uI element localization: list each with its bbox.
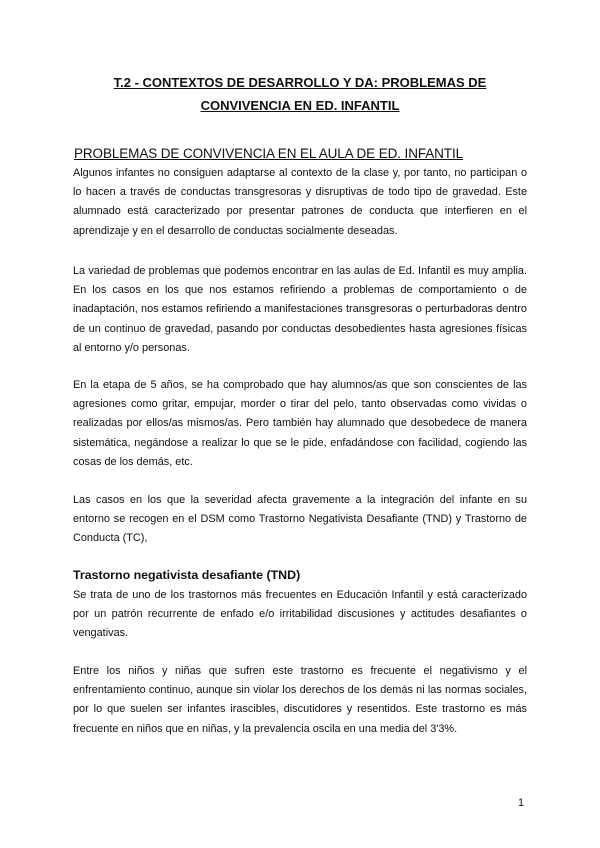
paragraph: Algunos infantes no consiguen adaptarse al contexto de la clase y, por tanto, no participan o lo hacen a través de conductas transgresoras y disruptivas de todo tipo de gravedad. Este alumnado está caracterizado por presentar patrones de conducta que interfieren en el aprendizaje y en el desarrollo de conductas socialmente deseadas.	[73, 167, 527, 237]
paragraph: Entre los niños y niñas que sufren este trastorno es frecuente el negativismo y el enfrentamiento continuo, aunque sin violar los derechos de los demás ni las normas sociales, por lo que suelen ser infantes irascibles, discutidores y resentidos. Este trastorno es más frecuente en niños que en niñas, y la prevalencia oscila en una media del 3'3%.	[73, 665, 527, 735]
section-heading: PROBLEMAS DE CONVIVENCIA EN EL AULA DE ED. INFANTIL	[74, 146, 464, 161]
paragraph: Se trata de uno de los trastornos más frecuentes en Educación Infantil y está caracterizado por un patrón recurrente de enfado e/o irritabilidad discusiones y actitudes desafiantes o vengativas.	[73, 589, 527, 640]
page-number: 1	[518, 797, 525, 809]
paragraph: Las casos en los que la severidad afecta gravemente a la integración del infante en su entorno se recogen en el DSM como Trastorno Negativista Desafiante (TND) y Trastorno de Conducta (TC),	[73, 494, 527, 545]
title-line-1: T.2 - CONTEXTOS DE DESARROLLO Y DA: PROBLEMAS DE	[113, 75, 487, 90]
document-title	[60, 71, 540, 117]
paragraph: En la etapa de 5 años, se ha comprobado que hay alumnos/as que son conscientes de las agresiones como gritar, empujar, morder o tirar del pelo, tanto observadas como vividas o realizadas por ellos/as mismos/as. Pero también hay alumnado que desobedece de manera sistemática, negándose a realizar lo que se le pide, enfadándose con facilidad, cogiendo las cosas de los demás, etc.	[73, 379, 527, 468]
subsection-heading: Trastorno negativista desafiante (TND)	[73, 568, 301, 582]
paragraph: La variedad de problemas que podemos encontrar en las aulas de Ed. Infantil es muy amplia. En los casos en los que nos estamos refiriendo a problemas de comportamiento o de inadaptación, nos estamos refiriendo a manifestaciones transgresoras o perturbadoras dentro de un continuo de gravedad, pasando por conductas desobedientes hasta agresiones físicas al entorno y/o personas.	[73, 265, 527, 354]
title-line-2: CONVIVENCIA EN ED. INFANTIL	[200, 98, 400, 113]
